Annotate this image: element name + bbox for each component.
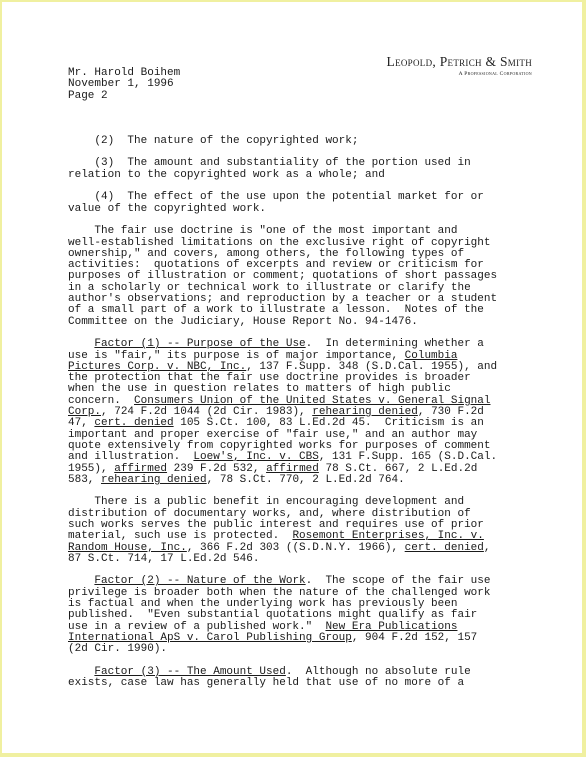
case-citation: Columbia [404, 349, 458, 362]
factor-3-item-line: (3) The amount and substantiality of the portion used in [68, 157, 471, 170]
factor-2-paragraph [68, 576, 518, 655]
paragraph-line: author's observations; and reproduction by a teacher or a student [68, 293, 498, 306]
case-citation: Pictures Corp. v. NBC, Inc. [68, 360, 247, 373]
case-history: affirmed [266, 462, 319, 475]
case-citation: Loew's, Inc. v. CBS [193, 451, 319, 464]
paragraph-line: when the use in question relates to matters of high public [68, 383, 451, 396]
paragraph-line: Corp., 724 F.2d 1044 (2d Cir. 1983), rehearing denied, 730 F.2d [68, 406, 484, 419]
paragraph-line: Pictures Corp. v. NBC, Inc., 137 F.Supp. 348 (S.D.Cal. 1955), and [68, 360, 498, 373]
paragraph-line: Factor (2) -- Nature of the Work. The scope of the fair use [94, 575, 491, 588]
case-citation: Rosemont Enterprises, Inc. v. [292, 530, 484, 543]
letter-page [2, 2, 582, 753]
paragraph-line: well-established limitations on the exclusive right of copyright [68, 236, 491, 249]
factor-2-heading: Factor (2) -- Nature of the Work [94, 575, 306, 588]
case-history: cert. denied [404, 541, 484, 554]
paragraph-line: use is "fair," its purpose is of major importance, Columbia [68, 349, 458, 362]
case-citation: New Era Publications [325, 620, 458, 633]
case-citation: Consumers Union of the United States v. General Signal [134, 394, 491, 407]
paragraph-line: The fair use doctrine is "one of the most important and [68, 225, 458, 238]
fair-use-doctrine-paragraph [68, 226, 518, 328]
paragraph-line: concern. Consumers Union of the United States v. General Signal [68, 394, 491, 407]
paragraph-line: Committee on the Judiciary, House Report No. 94-1476. [68, 315, 418, 328]
paragraph-line: International ApS v. Carol Publishing Group, 904 F.2d 152, 157 [68, 631, 478, 644]
paragraph-line: is factual and when the underlying work has previously been [68, 598, 458, 611]
paragraph-line: ownership," and covers, among others, the following types of [68, 247, 465, 260]
case-history: rehearing denied [312, 406, 418, 419]
paragraph-line: distribution of documentary works, and, where distribution of [68, 507, 471, 520]
paragraph-line: purposes of illustration or comment; quotations of short passages [68, 270, 498, 283]
case-citation: International ApS v. Carol Publishing Group [68, 631, 352, 644]
firm-subtitle: A Professional Corporation [458, 71, 532, 77]
factor-4-item-line: (4) The effect of the use upon the potential market for or [68, 191, 484, 204]
factor-3-paragraph [68, 667, 518, 690]
firm-name: Leopold, Petrich & Smith [386, 54, 532, 69]
date-line: November 1, 1996 [68, 78, 174, 91]
paragraph-line: There is a public benefit in encouraging development and [68, 496, 465, 509]
factor-3-heading: Factor (3) -- The Amount Used [94, 665, 286, 678]
factor-1-paragraph [68, 339, 518, 486]
case-citation: Corp. [68, 406, 102, 419]
paragraph-line: 583, rehearing denied, 78 S.Ct. 770, 2 L.Ed.2d 764. [68, 473, 405, 486]
letter-body [68, 68, 518, 689]
paragraph-line: quote extensively from copyrighted works for purposes of comment [68, 439, 491, 452]
paragraph-line: exists, case law has generally held that use of no more of a [68, 677, 465, 690]
paragraph-line: and illustration. Loew's, Inc. v. CBS, 131 F.Supp. 165 (S.D.Cal. [68, 451, 498, 464]
paragraph-line: important and proper exercise of "fair use," and an author may [68, 428, 478, 441]
paragraph-line: use in a review of a published work." New Era Publications [68, 620, 458, 633]
factor-4-item-line: value of the copyrighted work. [68, 202, 267, 215]
recipient-line: Mr. Harold Boihem [68, 67, 181, 79]
case-citation: Random House, Inc. [68, 541, 187, 554]
factor-3-item-line: relation to the copyrighted work as a whole; and [68, 168, 385, 181]
case-history: cert. denied [94, 417, 174, 430]
paragraph-line: (2d Cir. 1990). [68, 643, 168, 656]
paragraph-line: Random House, Inc., 366 F.2d 303 ((S.D.N.Y. 1966), cert. denied, [68, 541, 491, 554]
paragraph-line: such works serves the public interest and requires use of prior [68, 518, 484, 531]
paragraph-line: Factor (1) -- Purpose of the Use. In determining whether a [94, 338, 484, 351]
public-benefit-paragraph [68, 497, 518, 565]
paragraph-line: Factor (3) -- The Amount Used. Although no absolute rule [94, 665, 471, 678]
paragraph-line: 87 S.Ct. 714, 17 L.Ed.2d 546. [68, 552, 260, 565]
paragraph-line: 47, cert. denied 105 S.Ct. 100, 83 L.Ed.2d 45. Criticism is an [68, 417, 484, 430]
case-history: rehearing denied [101, 473, 207, 486]
paragraph-line: of a small part of a work to illustrate a lesson. Notes of the [68, 304, 484, 317]
case-history: affirmed [114, 462, 168, 475]
paragraph-line: material, such use is protected. Rosemont Enterprises, Inc. v. [68, 530, 484, 543]
page-number: Page 2 [68, 89, 108, 102]
paragraph-line: privilege is broader both when the nature of the challenged work [68, 586, 491, 599]
paragraph-line: activities: quotations of excerpts and review or criticism for [68, 259, 484, 272]
paragraph-line: in a scholarly or technical work to illustrate or clarify the [68, 281, 471, 294]
paragraph-line: 1955), affirmed 239 F.2d 532, affirmed 78 S.Ct. 667, 2 L.Ed.2d [68, 462, 478, 475]
paragraph-line: the protection that the fair use doctrine provides is broader [68, 372, 471, 385]
factor-1-heading: Factor (1) -- Purpose of the Use [94, 338, 306, 351]
factor-2-item: (2) The nature of the copyrighted work; [68, 134, 359, 147]
paragraph-line: published. "Even substantial quotations might qualify as fair [68, 609, 478, 622]
